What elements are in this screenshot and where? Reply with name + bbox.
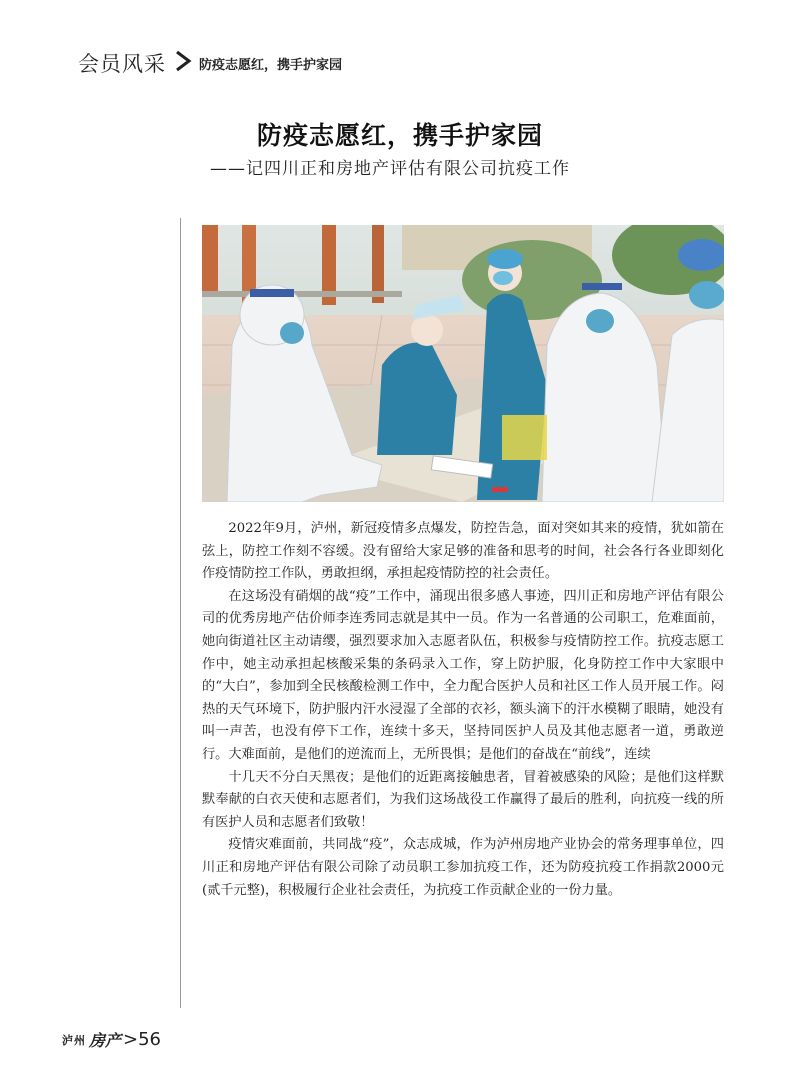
article-body — [202, 518, 724, 902]
paragraph: 2022年9月，泸州，新冠疫情多点爆发，防控告急，面对突如其来的疫情，犹如箭在弦上，防控工作刻不容缓。没有留给大家足够的准备和思考的时间，社会各行各业即刻化作疫情防控工作队，勇敢担纲，承担起疫情防控的社会责任。 — [202, 521, 724, 582]
article-title: 防疫志愿红，携手护家园 — [256, 121, 543, 150]
section-subtitle: 防疫志愿红，携手护家园 — [199, 57, 343, 73]
page-number: >56 — [123, 1029, 162, 1050]
section-header — [78, 48, 342, 78]
column-divider — [180, 218, 181, 1008]
paragraph: 十几天不分白天黑夜；是他们的近距离接触患者，冒着被感染的风险；是他们这样默默奉献的白衣天使和志愿者们，为我们这场战役工作赢得了最后的胜利，向抗疫一线的所有医护人员和志愿者们致敬！ — [202, 769, 724, 830]
paragraph: 在这场没有硝烟的战“疫”工作中，涌现出很多感人事迹，四川正和房地产评估有限公司的优秀房地产估价师李连秀同志就是其中一员。作为一名普通的公司职工，危难面前，她向街道社区主动请缨，强烈要求加入志愿者队伍，积极参与疫情防控工作。抗疫志愿工作中，她主动承担起核酸采集的条码录入工作，穿上防护服，化身防控工作中大家眼中的“大白”，参加到全民核酸检测工作中，全力配合医护人员和社区工作人员开展工作。闷热的天气环境下，防护服内汗水浸湿了全部的衣衫，额头滴下的汗水模糊了眼睛，她没有叫一声苦，也没有停下工作，连续十多天，坚持同医护人员及其他志愿者一道，勇敢逆行。大难面前，是他们的逆流而上，无所畏惧；是他们的奋战在“前线”，连续 — [202, 588, 724, 762]
footer-magazine-logo: 房产 — [89, 1031, 122, 1050]
section-name: 会员风采 — [78, 52, 166, 76]
chevron-right-icon — [174, 50, 192, 76]
article-subtitle: ——记四川正和房地产评估有限公司抗疫工作 — [210, 159, 570, 179]
page-footer — [62, 1028, 161, 1051]
footer-city: 泸州 — [62, 1033, 86, 1047]
paragraph: 疫情灾难面前，共同战“疫”，众志成城，作为泸州房地产业协会的常务理事单位，四川正和房地产评估有限公司除了动员职工参加抗疫工作，还为防疫抗疫工作捐款2000元(贰千元整)，积极履行企业社会责任，为抗疫工作贡献企业的一份力量。 — [202, 837, 724, 898]
article-photo — [202, 225, 724, 502]
